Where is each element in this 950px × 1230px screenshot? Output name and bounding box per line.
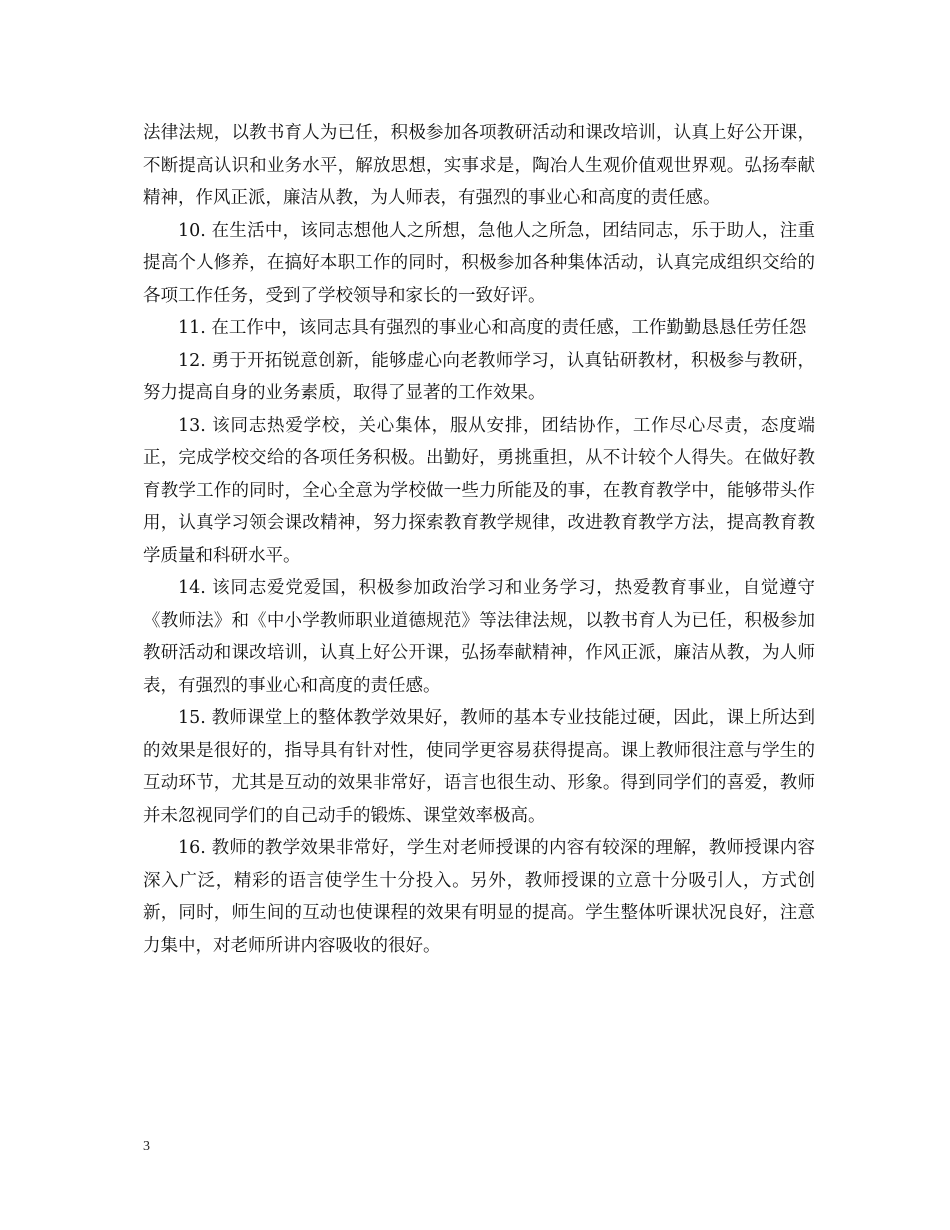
paragraph-item-12: 12. 勇于开拓锐意创新，能够虚心向老教师学习，认真钻研教材，积极参与教研，努力提高自身的业务素质，取得了显著的工作效果。 bbox=[143, 350, 815, 403]
page-number: 3 bbox=[143, 1139, 150, 1154]
paragraph-item-14: 14. 该同志爱党爱国，积极参加政治学习和业务学习，热爱教育事业，自觉遵守《教师法》和《中小学教师职业道德规范》等法律法规，以教书育人为已任，积极参加教研活动和课改培训，认真上好公开课，弘扬奉献精神，作风正派，廉洁从教，为人师表，有强烈的事业心和高度的责任感。 bbox=[143, 578, 815, 696]
paragraph-item-13: 13. 该同志热爱学校，关心集体，服从安排，团结协作，工作尽心尽责，态度端正，完成学校交给的各项任务积极。出勤好，勇挑重担，从不计较个人得失。在做好教育教学工作的同时，全心全意为学校做一些力所能及的事，在教育教学中，能够带头作用，认真学习领会课改精神，努力探索教育教学规律，改进教育教学方法，提高教育教学质量和科研水平。 bbox=[143, 415, 815, 566]
paragraph-item-10: 10. 在生活中，该同志想他人之所想，急他人之所急，团结同志，乐于助人，注重提高个人修养，在搞好本职工作的同时，积极参加各种集体活动，认真完成组织交给的各项工作任务，受到了学校领导和家长的一致好评。 bbox=[143, 220, 815, 306]
paragraph-item-11: 11. 在工作中，该同志具有强烈的事业心和高度的责任感，工作勤勤恳恳任劳任怨 bbox=[178, 318, 807, 338]
paragraph-item-16: 16. 教师的教学效果非常好，学生对老师授课的内容有较深的理解，教师授课内容深入广泛，精彩的语言使学生十分投入。另外，教师授课的立意十分吸引人，方式创新，同时，师生间的互动也使课程的效果有明显的提高。学生整体听课状况良好，注意力集中，对老师所讲内容吸收的很好。 bbox=[143, 838, 815, 956]
document-body bbox=[143, 117, 815, 962]
paragraph-continuation: 法律法规，以教书育人为已任，积极参加各项教研活动和课改培训，认真上好公开课，不断提高认识和业务水平，解放思想，实事求是，陶冶人生观价值观世界观。弘扬奉献精神，作风正派，廉洁从教，为人师表，有强烈的事业心和高度的责任感。 bbox=[143, 123, 815, 208]
paragraph-item-15: 15. 教师课堂上的整体教学效果好，教师的基本专业技能过硬，因此，课上所达到的效果是很好的，指导具有针对性，使同学更容易获得提高。课上教师很注意与学生的互动环节，尤其是互动的效果非常好，语言也很生动、形象。得到同学们的喜爱，教师并未忽视同学们的自己动手的锻炼、课堂效率极高。 bbox=[143, 708, 815, 826]
